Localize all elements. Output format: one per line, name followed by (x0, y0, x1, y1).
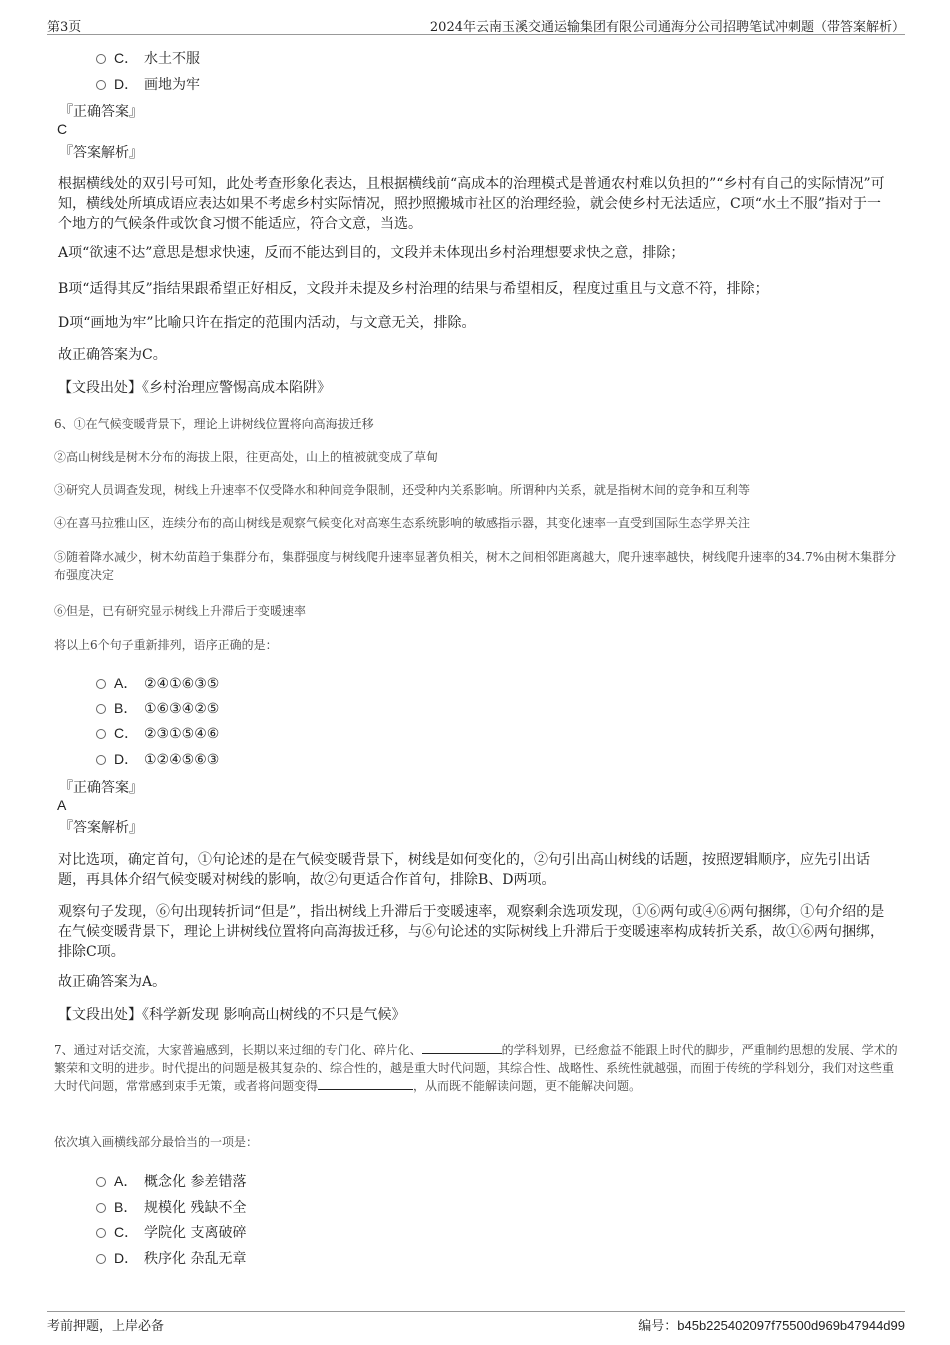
q7-blank-1[interactable] (422, 1041, 502, 1054)
q6-option-d[interactable]: D． ①②④⑤⑥③ (96, 749, 219, 769)
q7-option-a[interactable]: A． 概念化 参差错落 (96, 1171, 246, 1191)
q5-analysis-paragraph: B项“适得其反”指结果跟希望正好相反，文段并未提及乡村治理的结果与希望相反，程度过重且与文意不符，排除； (58, 281, 769, 297)
footer-slogan: 考前押题，上岸必备 (47, 1319, 165, 1334)
q6-sentence: ⑥但是，已有研究显示树线上升滞后于变暖速率 (54, 604, 307, 618)
q5-answer-label: 『正确答案』 (59, 104, 143, 120)
radio-icon[interactable] (96, 704, 106, 714)
page-footer (47, 1311, 905, 1334)
q6-sentence: ④在喜马拉雅山区，连续分布的高山树线是观察气候变化对高寒生态系统影响的敏感指示器，其变化速率一直受到国际生态学界关注 (54, 516, 751, 530)
q6-option-c[interactable]: C． ②③①⑤④⑥ (96, 723, 219, 743)
q5-analysis-paragraph: 根据横线处的双引号可知，此处考查形象化表达，且根据横线前“高成本的治理模式是普通农村难以负担的”“乡村有自己的实际情况”可知，横线处所填成语应表达如果不考虑乡村实际情况，照抄照搬城市社区的治理经验，就会使乡村无法适应，C项“水土不服”指对于一个地方的气候条件或饮食习惯不能适应，符合文意，当选。 (58, 176, 885, 232)
q5-analysis-label: 『答案解析』 (59, 145, 143, 161)
q6-analysis-paragraph: 对比选项，确定首句，①句论述的是在气候变暖背景下，树线是如何变化的，②句引出高山树线的话题，按照逻辑顺序，应先引出话题，再具体介绍气候变暖对树线的影响，故②句更适合作首句，排除B、D两项。 (58, 852, 870, 888)
q6-sentence: 6、①在气候变暖背景下，理论上讲树线位置将向高海拔迁移 (54, 417, 374, 431)
page-number: 第3页 (47, 20, 82, 35)
q5-analysis-paragraph: A项“欲速不达”意思是想求快速，反而不能达到目的，文段并未体现出乡村治理想要求快之意，排除； (58, 245, 685, 261)
radio-icon[interactable] (96, 1228, 106, 1238)
q6-answer-label: 『正确答案』 (59, 780, 143, 796)
radio-icon[interactable] (96, 1203, 106, 1213)
q7-option-b[interactable]: B． 规模化 残缺不全 (96, 1197, 246, 1217)
q6-sentence: ②高山树线是树木分布的海拔上限，往更高处，山上的植被就变成了草甸 (54, 450, 439, 464)
q6-option-a[interactable]: A． ②④①⑥③⑤ (96, 673, 219, 693)
q7-prompt: 依次填入画横线部分最恰当的一项是： (54, 1135, 259, 1149)
radio-icon[interactable] (96, 679, 106, 689)
q5-option-d[interactable]: D． 画地为牢 (96, 74, 200, 94)
q6-analysis-label: 『答案解析』 (59, 820, 143, 836)
q6-sentence: ③研究人员调查发现，树线上升速率不仅受降水和种间竞争限制，还受种内关系影响。所谓种内关系，就是指树木间的竞争和互利等 (54, 483, 751, 497)
q6-sentence: ⑤随着降水减少，树木幼苗趋于集群分布，集群强度与树线爬升速率显著负相关，树木之间相邻距离越大，爬升速率越快，树线爬升速率的34.7%由树木集群分布强度决定 (54, 550, 897, 582)
radio-icon[interactable] (96, 729, 106, 739)
q6-source: 【文段出处】《科学新发现 影响高山树线的不只是气候》 (58, 1007, 406, 1023)
q5-answer-value: C (57, 121, 68, 137)
document-title: 2024年云南玉溪交通运输集团有限公司通海分公司招聘笔试冲刺题（带答案解析） (429, 20, 905, 35)
q6-option-b[interactable]: B． ①⑥③④②⑤ (96, 698, 219, 718)
radio-icon[interactable] (96, 755, 106, 765)
q7-option-d[interactable]: D． 秩序化 杂乱无章 (96, 1248, 246, 1268)
q7-blank-2[interactable] (318, 1077, 413, 1090)
q5-conclusion: 故正确答案为C。 (58, 347, 167, 363)
q6-analysis-paragraph: 观察句子发现，⑥句出现转折词“但是”，指出树线上升滞后于变暖速率，观察剩余选项发现，①⑥两句或④⑥两句捆绑，①句介绍的是在气候变暖背景下，理论上讲树线位置将向高海拔迁移，与⑥句论述的实际树线上升滞后于变暖速率构成转折关系，故①⑥两句捆绑，排除C项。 (58, 904, 885, 960)
q6-answer-value: A (57, 797, 67, 813)
radio-icon[interactable] (96, 80, 106, 90)
q6-conclusion: 故正确答案为A。 (58, 974, 167, 990)
document-code: 编号：b45b225402097f75500d969b47944d99 (638, 1318, 905, 1334)
q5-option-c[interactable]: C． 水土不服 (96, 48, 200, 68)
q7-stem: 7、通过对话交流，大家普遍感到，长期以来过细的专门化、碎片化、 的学科划界，已经愈益不能跟上时代的脚步，严重制约思想的发展、学术的繁荣和文明的进步。时代提出的问题是极其复杂的、综合性的，越是重大时代问题，其综合性、战略性、系统性就越强，而囿于传统的学科划分，我们对这些重大时代问题，常常感到束手无策，或者将问题变得 ，从而既不能解读问题，更不能解决问题。 (54, 1043, 898, 1093)
q5-analysis-paragraph: D项“画地为牢”比喻只许在指定的范围内活动，与文意无关，排除。 (58, 315, 476, 331)
page-header (47, 14, 905, 35)
q7-option-c[interactable]: C． 学院化 支离破碎 (96, 1222, 246, 1242)
radio-icon[interactable] (96, 54, 106, 64)
q6-prompt: 将以上6个句子重新排列，语序正确的是： (54, 638, 278, 652)
q5-source: 【文段出处】《乡村治理应警惕高成本陷阱》 (58, 380, 331, 396)
radio-icon[interactable] (96, 1177, 106, 1187)
radio-icon[interactable] (96, 1254, 106, 1264)
